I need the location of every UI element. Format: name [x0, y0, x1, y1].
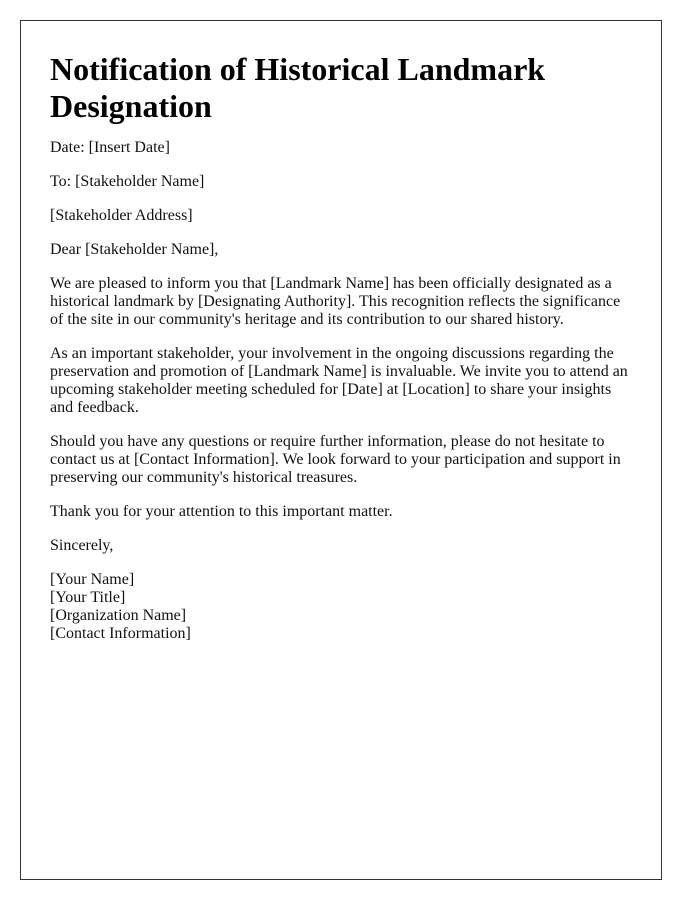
letter-title: Notification of Historical Landmark Designation	[50, 51, 546, 124]
signature-organization: [Organization Name]	[50, 607, 187, 624]
date-line: Date: [Insert Date]	[50, 139, 170, 156]
signature-contact: [Contact Information]	[50, 625, 191, 642]
letter-content	[21, 21, 661, 663]
recipient-line: To: [Stakeholder Name]	[50, 173, 205, 190]
signature-block	[50, 571, 633, 643]
signature-title: [Your Title]	[50, 589, 126, 606]
closing: Sincerely,	[50, 537, 114, 554]
letter-page	[20, 20, 662, 880]
salutation: Dear [Stakeholder Name],	[50, 241, 219, 258]
body-paragraph-thanks: Thank you for your attention to this important matter.	[50, 503, 393, 520]
recipient-address: [Stakeholder Address]	[50, 207, 193, 224]
signature-name: [Your Name]	[50, 571, 135, 588]
body-paragraph-invitation: As an important stakeholder, your involvement in the ongoing discussions regarding the preservation and promotion of [Landmark Name] is invaluable. We invite you to attend an upcoming stakeholder meeting scheduled for [Date] at [Location] to share your insights and feedback.	[50, 345, 628, 416]
body-paragraph-contact: Should you have any questions or require further information, please do not hesitate to contact us at [Contact Information]. We look forward to your participation and support in preserving our community's historical treasures.	[50, 433, 621, 486]
body-paragraph-announcement: We are pleased to inform you that [Landmark Name] has been officially designated as a historical landmark by [Designating Authority]. This recognition reflects the significance of the site in our community's heritage and its contribution to our shared history.	[50, 275, 621, 328]
